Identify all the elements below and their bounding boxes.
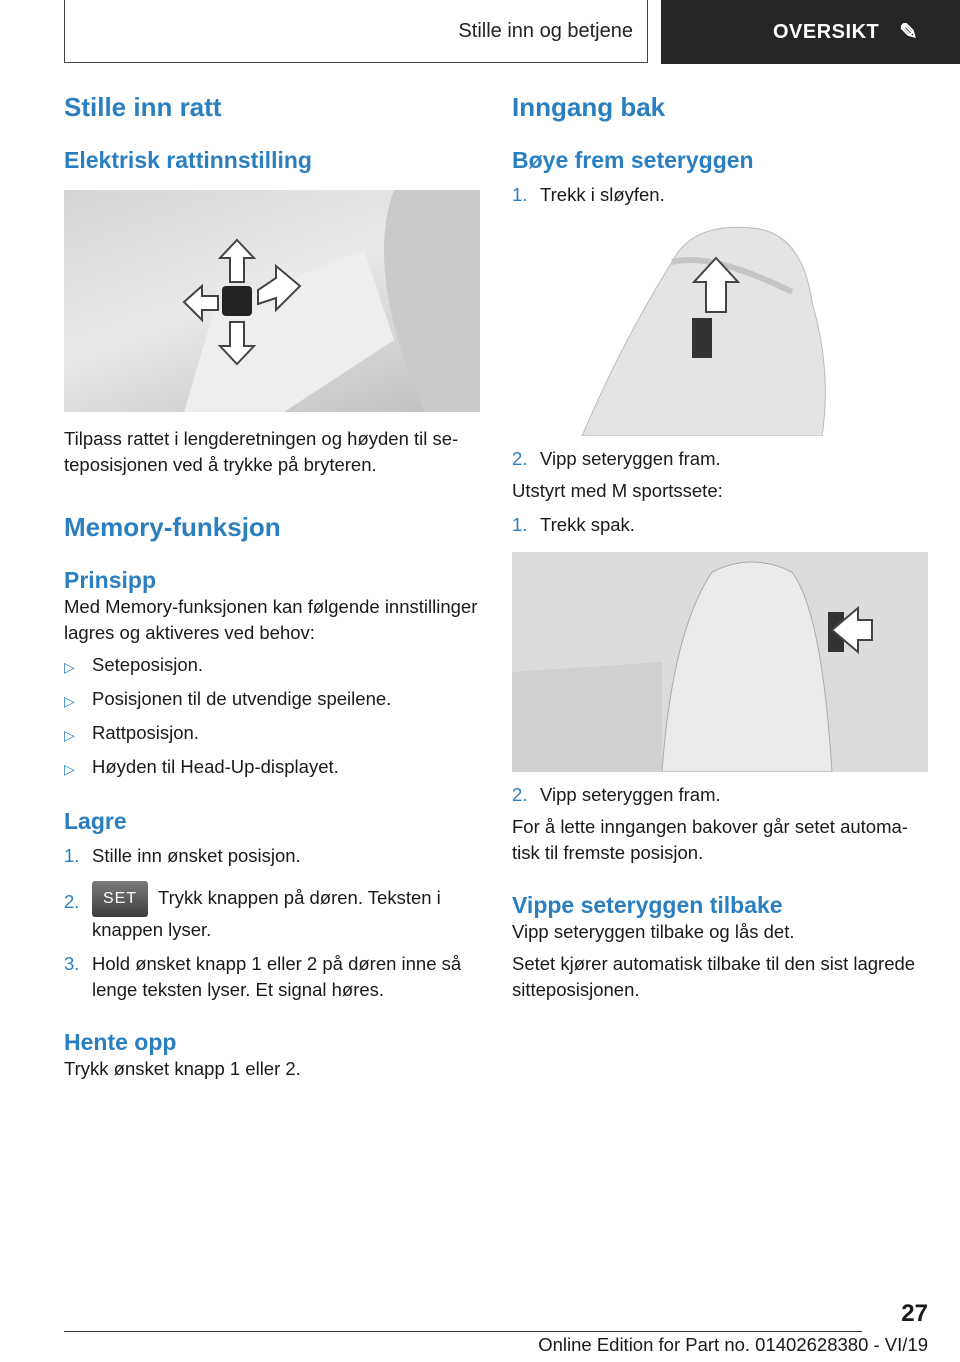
list-item: ▷ Høyden til Head-Up-displayet.	[64, 754, 480, 782]
memory-text: Med Memory-funksjonen kan følgende innstillinger lagres og aktiveres ved behov:	[64, 596, 478, 643]
recall-text: Trykk ønsket knapp 1 eller 2.	[64, 1058, 301, 1079]
steering-adjust-image	[64, 190, 480, 412]
sport-seat-illustration	[512, 552, 928, 772]
pin-icon: ✎	[899, 19, 919, 44]
sport-seat-text: Utstyrt med M sportssete:	[512, 480, 723, 501]
triangle-icon: ▷	[64, 727, 75, 743]
seat-loop-image	[512, 222, 928, 436]
chapter-tab[interactable]	[661, 0, 960, 64]
steering-illustration	[64, 190, 480, 412]
step-item: 3. Hold ønsket knapp 1 eller 2 på døren inne så lenge teksten lyser. Et signal høres.	[64, 953, 462, 1000]
subtitle-electric-steering: Elektrisk rattinnstilling	[64, 147, 312, 173]
step-item: 2. SET Trykk knappen på døren. Teksten i knappen lyser.	[64, 881, 480, 943]
footer-divider	[64, 1331, 862, 1332]
step-item: 1. Trekk i sløyfen.	[512, 184, 665, 205]
page-number: 27	[901, 1300, 928, 1327]
list-item: ▷ Seteposisjon.	[64, 652, 480, 680]
sport-seat-image	[512, 552, 928, 772]
subtitle-principle: Prinsipp	[64, 567, 157, 593]
step-item: 2. Vipp seteryggen fram.	[512, 448, 721, 469]
title-steering: Stille inn ratt	[64, 92, 222, 122]
page-header	[64, 0, 960, 64]
step-item: 2. Vipp seteryggen fram.	[512, 784, 721, 805]
edition-text: Online Edition for Part no. 01402628380 - VI/19	[538, 1334, 928, 1355]
auto-return-text: Setet kjører automatisk tilbake til den sist lagrede sitteposisjonen.	[512, 953, 916, 1000]
seat-illustration	[512, 222, 928, 436]
triangle-icon: ▷	[64, 693, 75, 709]
triangle-icon: ▷	[64, 659, 75, 675]
step-item: 1. Trekk spak.	[512, 514, 635, 535]
subtitle-fold-backrest: Bøye frem seteryggen	[512, 147, 754, 173]
title-memory: Memory-funksjon	[64, 512, 281, 542]
title-rear-entry: Inngang bak	[512, 92, 666, 122]
memory-bullets	[64, 652, 480, 782]
list-item: ▷ Rattposisjon.	[64, 720, 480, 748]
auto-forward-text: For å lette inngangen bakover går setet automatisk til fremste posisjon.	[512, 816, 908, 863]
subtitle-tilt-back: Vippe seteryggen tilbake	[512, 892, 783, 918]
list-item: ▷ Posisjonen til de utvendige speilene.	[64, 686, 480, 714]
set-button-icon: SET	[92, 881, 148, 917]
section-title: Stille inn og betjene	[64, 0, 648, 63]
triangle-icon: ▷	[64, 761, 75, 777]
right-column	[512, 92, 928, 1003]
chapter-label: OVERSIKT	[773, 20, 880, 43]
subtitle-store: Lagre	[64, 808, 127, 834]
step-item: 1. Stille inn ønsket posisjon.	[64, 845, 301, 866]
tilt-back-text: Vipp seteryggen tilbake og lås det.	[512, 921, 795, 942]
left-column	[64, 92, 480, 1082]
steering-text: Tilpass rattet i lengderetningen og høyden til seteposisjonen ved å trykke på bryteren.	[64, 428, 459, 475]
subtitle-recall: Hente opp	[64, 1029, 177, 1055]
